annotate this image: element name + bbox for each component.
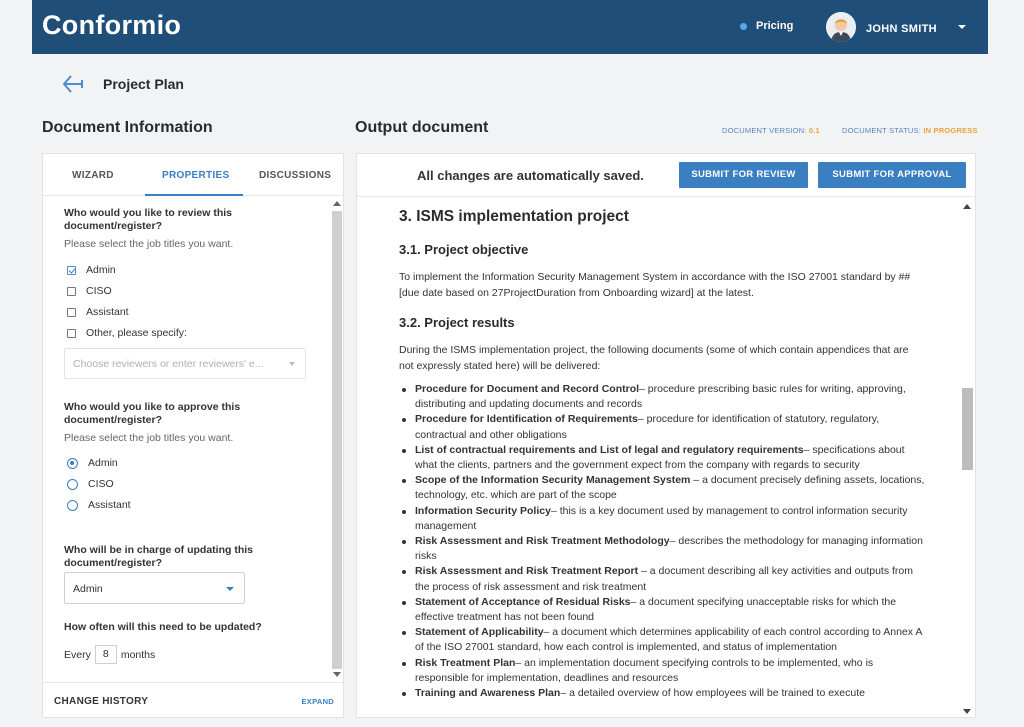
- avatar-icon: [826, 12, 856, 42]
- reviewers-placeholder: Choose reviewers or enter reviewers' e...: [73, 358, 264, 370]
- properties-scrollbar[interactable]: [331, 201, 341, 677]
- option-label: Admin: [86, 264, 116, 276]
- approve-hint: Please select the job titles you want.: [64, 432, 234, 444]
- tab-wizard[interactable]: WIZARD: [72, 170, 114, 181]
- review-question: Who would you like to review this document/register?: [64, 207, 233, 232]
- list-item: Statement of Applicability– a document which determines applicability of each control according to Annex A of the ISO 27001 standard, how each control is implemented, and status of implementation: [399, 625, 925, 655]
- reviewers-input[interactable]: [64, 348, 306, 379]
- document-version-label: DOCUMENT VERSION:: [722, 126, 807, 135]
- list-item: Procedure for Identification of Requirements– procedure for identification of statutory, regulatory, contractual and other obligations: [399, 412, 925, 442]
- option-label: CISO: [88, 478, 114, 490]
- review-option-assistant[interactable]: [67, 306, 129, 318]
- update-frequency: [64, 645, 155, 664]
- output-document-panel: [356, 153, 976, 718]
- submit-for-approval-button[interactable]: SUBMIT FOR APPROVAL: [818, 162, 966, 188]
- scroll-down-icon[interactable]: [333, 672, 341, 677]
- radio-icon[interactable]: [67, 500, 78, 511]
- scroll-up-icon[interactable]: [963, 204, 971, 209]
- top-navigation-bar: [32, 0, 988, 54]
- user-name[interactable]: JOHN SMITH: [866, 23, 937, 35]
- autosave-status: All changes are automatically saved.: [417, 168, 644, 183]
- checkbox-icon[interactable]: [67, 329, 76, 338]
- change-history-bar: [43, 682, 343, 718]
- frequency-prefix: Every: [64, 648, 91, 661]
- updater-selected-value: Admin: [73, 583, 103, 595]
- radio-selected-icon[interactable]: [67, 458, 78, 469]
- option-label: Assistant: [86, 306, 129, 318]
- doc-paragraph-objective: To implement the Information Security Management System in accordance with the ISO 27001 standard by ##[due date based on 27ProjectDuration from Onboarding wizard] at the latest.: [399, 271, 911, 299]
- list-item: Risk Treatment Plan– an implementation document specifying controls to be implemented, who is responsible for implementation, deadlines and resources: [399, 656, 925, 686]
- expand-history-button[interactable]: EXPAND: [301, 697, 334, 706]
- months-input[interactable]: 8: [95, 645, 117, 664]
- doc-section-heading: 3. ISMS implementation project: [399, 208, 629, 225]
- submit-for-review-button[interactable]: SUBMIT FOR REVIEW: [679, 162, 808, 188]
- option-label: Admin: [88, 457, 118, 469]
- panel-tabs: [43, 154, 343, 196]
- scroll-down-icon[interactable]: [963, 709, 971, 714]
- checkbox-checked-icon[interactable]: [67, 266, 76, 275]
- document-status-value: IN PROGRESS: [923, 126, 978, 135]
- document-status: [842, 126, 978, 135]
- change-history-label: CHANGE HISTORY: [54, 696, 149, 707]
- chevron-down-icon[interactable]: [226, 587, 234, 591]
- scroll-up-icon[interactable]: [333, 201, 341, 206]
- review-option-ciso[interactable]: [67, 285, 112, 297]
- list-item: Scope of the Information Security Management System – a document precisely defining assets, locations, technology, etc. which are part of the scope: [399, 473, 925, 503]
- pricing-link[interactable]: [740, 20, 793, 32]
- scrollbar-thumb[interactable]: [962, 388, 973, 470]
- approve-option-admin[interactable]: [67, 457, 118, 469]
- list-item: Procedure for Document and Record Control– procedure prescribing basic rules for writing, approving, distributing and updating documents and records: [399, 382, 925, 412]
- list-item: Information Security Policy– this is a key document used by management to control information security management: [399, 504, 925, 534]
- document-version: [722, 126, 820, 135]
- list-item: Risk Assessment and Risk Treatment Methodology– describes the methodology for managing information risks: [399, 534, 925, 564]
- update-question: Who will be in charge of updating this document/register?: [64, 544, 253, 569]
- document-preview: [357, 198, 975, 717]
- tab-properties[interactable]: PROPERTIES: [162, 170, 230, 181]
- page-title: Project Plan: [103, 76, 184, 92]
- document-information-panel: [42, 153, 344, 718]
- output-document-heading: Output document: [355, 119, 489, 136]
- deliverables-list: [399, 382, 925, 701]
- review-option-admin[interactable]: [67, 264, 116, 276]
- back-arrow-icon[interactable]: [62, 74, 84, 94]
- document-scrollbar[interactable]: [962, 202, 972, 716]
- pricing-label: Pricing: [756, 20, 794, 32]
- properties-form: [43, 197, 343, 679]
- document-status-label: DOCUMENT STATUS:: [842, 126, 922, 135]
- pricing-dot-icon: [740, 23, 747, 30]
- tab-discussions[interactable]: DISCUSSIONS: [259, 170, 332, 181]
- approve-question: Who would you like to approve this document/register?: [64, 401, 241, 426]
- frequency-suffix: months: [120, 648, 156, 661]
- doc-paragraph-results: During the ISMS implementation project, the following documents (some of which contain appendices that are not expressly stated here) will be delivered:: [399, 344, 909, 372]
- review-hint: Please select the job titles you want.: [64, 238, 234, 250]
- doc-subheading-results: 3.2. Project results: [399, 315, 515, 330]
- review-option-other[interactable]: [67, 327, 187, 339]
- active-tab-indicator: [145, 194, 243, 196]
- approve-option-assistant[interactable]: [67, 499, 131, 511]
- option-label: Assistant: [88, 499, 131, 511]
- scrollbar-thumb[interactable]: [332, 211, 342, 669]
- radio-icon[interactable]: [67, 479, 78, 490]
- frequency-question: How often will this need to be updated?: [64, 621, 262, 633]
- user-menu-chevron-down-icon[interactable]: [958, 25, 966, 29]
- checkbox-icon[interactable]: [67, 287, 76, 296]
- approve-option-ciso[interactable]: [67, 478, 114, 490]
- save-toolbar: [357, 154, 975, 197]
- doc-subheading-objective: 3.1. Project objective: [399, 242, 529, 257]
- conformio-logo[interactable]: Conformio: [42, 10, 182, 40]
- list-item: List of contractual requirements and List of legal and regulatory requirements– specifications about what the clients, partners and the government expect from the company with regards to security: [399, 443, 925, 473]
- checkbox-icon[interactable]: [67, 308, 76, 317]
- list-item: Training and Awareness Plan– a detailed overview of how employees will be trained to execute: [399, 686, 925, 701]
- list-item: Risk Assessment and Risk Treatment Report – a document describing all key activities and outputs from the process of risk assessment and risk treatment: [399, 564, 925, 594]
- user-avatar[interactable]: [826, 12, 856, 42]
- document-version-value: 0.1: [808, 126, 820, 135]
- document-information-heading: Document Information: [42, 119, 213, 136]
- chevron-down-icon[interactable]: [289, 362, 295, 366]
- option-label: CISO: [86, 285, 112, 297]
- list-item: Statement of Acceptance of Residual Risks– a document specifying unacceptable risks for which the effective treatment has not been found: [399, 595, 925, 625]
- updater-select[interactable]: [64, 572, 245, 604]
- option-label: Other, please specify:: [86, 327, 187, 339]
